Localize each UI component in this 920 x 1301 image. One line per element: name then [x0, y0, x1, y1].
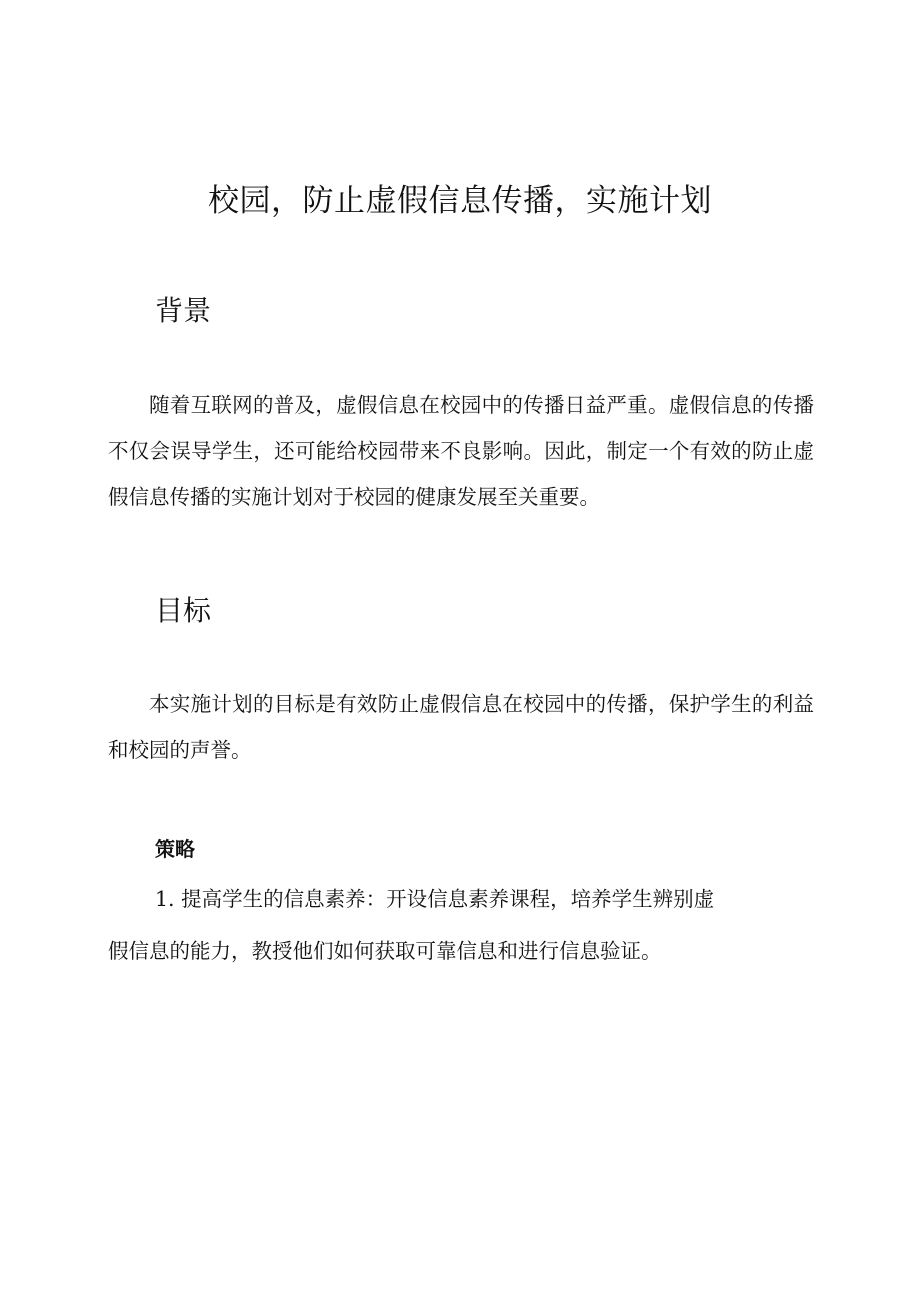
strategy-heading: 策略: [155, 837, 195, 861]
strategy-item-line-1: 1. 提高学生的信息素养：开设信息素养课程，培养学生辨别虚: [155, 887, 715, 911]
document-title: 校园，防止虚假信息传播，实施计划: [208, 183, 712, 219]
strategy-item-line-2: 假信息的能力，教授他们如何获取可靠信息和进行信息验证。: [108, 939, 662, 963]
section-paragraph-goal: 本实施计划的目标是有效防止虚假信息在校园中的传播，保护学生的利益和校园的声誉。: [108, 692, 814, 762]
section-heading-background: 背景: [155, 294, 212, 327]
strategy-item: [108, 873, 814, 977]
section-heading-goal: 目标: [155, 594, 212, 627]
section-paragraph-background: 随着互联网的普及，虚假信息在校园中的传播日益严重。虚假信息的传播不仅会误导学生，还可能给校园带来不良影响。因此，制定一个有效的防止虚假信息传播的实施计划对于校园的健康发展至关重要。: [108, 393, 814, 509]
